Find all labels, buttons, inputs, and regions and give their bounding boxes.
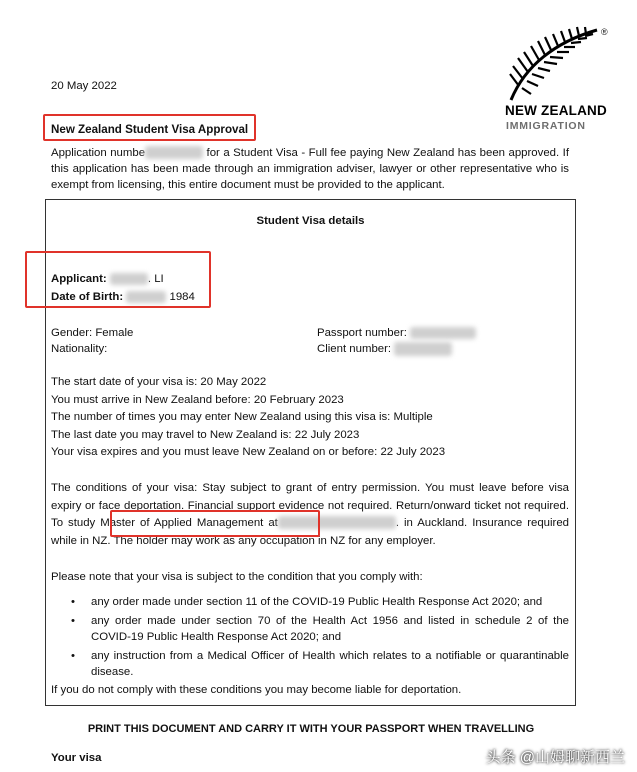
- dob-label: Date of Birth:: [51, 291, 124, 303]
- print-notice: PRINT THIS DOCUMENT AND CARRY IT WITH YOUR PASSPORT WHEN TRAVELLING: [87, 723, 535, 735]
- intro-paragraph: [51, 145, 569, 193]
- conditions-part2: at: [263, 517, 278, 529]
- your-visa-heading: Your visa: [51, 752, 102, 764]
- redacted-client-number: [394, 342, 452, 356]
- intro-suffix: for a Student Visa - Full fee paying New Zealand has been approved. If this application has been made through an immigration adviser, lawyer or other representative who is exempt from licensing, this entire document must be provided to the applicant.: [51, 147, 569, 191]
- applicant-value: . LI: [147, 273, 164, 285]
- logo-line1: NEW ZEALAND: [505, 103, 607, 118]
- applicant-label: Applicant:: [51, 273, 107, 285]
- dob-value: 1984: [169, 291, 195, 303]
- visa-dates: [51, 374, 445, 462]
- redacted-passport-number: [410, 327, 476, 339]
- conditions-part1: The conditions of your visa: Stay subject to grant of entry permission. You must leave before visa expiry or face deportation. Financial support evidence not required. Return/onward ticket not required. To: [51, 482, 569, 529]
- letter-title: New Zealand Student Visa Approval: [51, 123, 249, 136]
- passport-label: Passport number:: [317, 327, 407, 339]
- conditions-course: study Master of Applied Management: [63, 517, 264, 529]
- redacted-application-number: [145, 146, 203, 159]
- list-item: • any order made under section 70 of the Health Act 1956 and listed in schedule 2 of the COVID-19 Public Health Response Act 2020; and: [91, 613, 569, 645]
- entry-count: The number of times you may enter New Zealand using this visa is: Multiple: [51, 411, 433, 423]
- nationality: Nationality:: [51, 343, 108, 355]
- watermark: 头条 @山姆聊新西兰: [485, 749, 625, 766]
- compliance-note: Please note that your visa is subject to the condition that you comply with:: [51, 571, 423, 583]
- gender: Gender: Female: [51, 327, 134, 339]
- passport-row: [317, 325, 476, 341]
- applicant-highlight: [25, 251, 211, 308]
- visa-expiry-date: Your visa expires and you must leave New Zealand on or before: 22 July 2023: [51, 446, 446, 458]
- logo-line2: IMMIGRATION: [506, 120, 586, 132]
- nz-immigration-logo: [505, 26, 615, 134]
- conditions-part3: . in Auckland. Insurance required while in NZ. The holder may work as any occupation in NZ for any employer.: [51, 517, 569, 547]
- intro-prefix: Application numbe: [51, 147, 146, 159]
- last-travel-date: The last date you may travel to New Zealand is: 22 July 2023: [51, 428, 360, 441]
- arrive-before-date: You must arrive in New Zealand before: 20 February 2023: [51, 393, 344, 406]
- letter-date: 20 May 2022: [51, 80, 117, 92]
- silver-fern-icon: [505, 26, 605, 104]
- list-item: • any instruction from a Medical Officer of Health which relates to a notifiable or quarantinable disease.: [91, 648, 569, 680]
- registered-mark: ®: [601, 27, 608, 37]
- client-label: Client number:: [317, 343, 392, 355]
- title-highlight: [43, 114, 256, 141]
- course-highlight: [110, 510, 320, 537]
- details-heading: Student Visa details: [256, 215, 365, 227]
- visa-start-date: The start date of your visa is: 20 May 2022: [51, 376, 267, 388]
- list-item: • any order made under section 11 of the COVID-19 Public Health Response Act 2020; and: [91, 594, 569, 610]
- deportation-note: If you do not comply with these conditions you may become liable for deportation.: [51, 684, 462, 696]
- compliance-list: [51, 594, 569, 683]
- client-row: [317, 341, 452, 357]
